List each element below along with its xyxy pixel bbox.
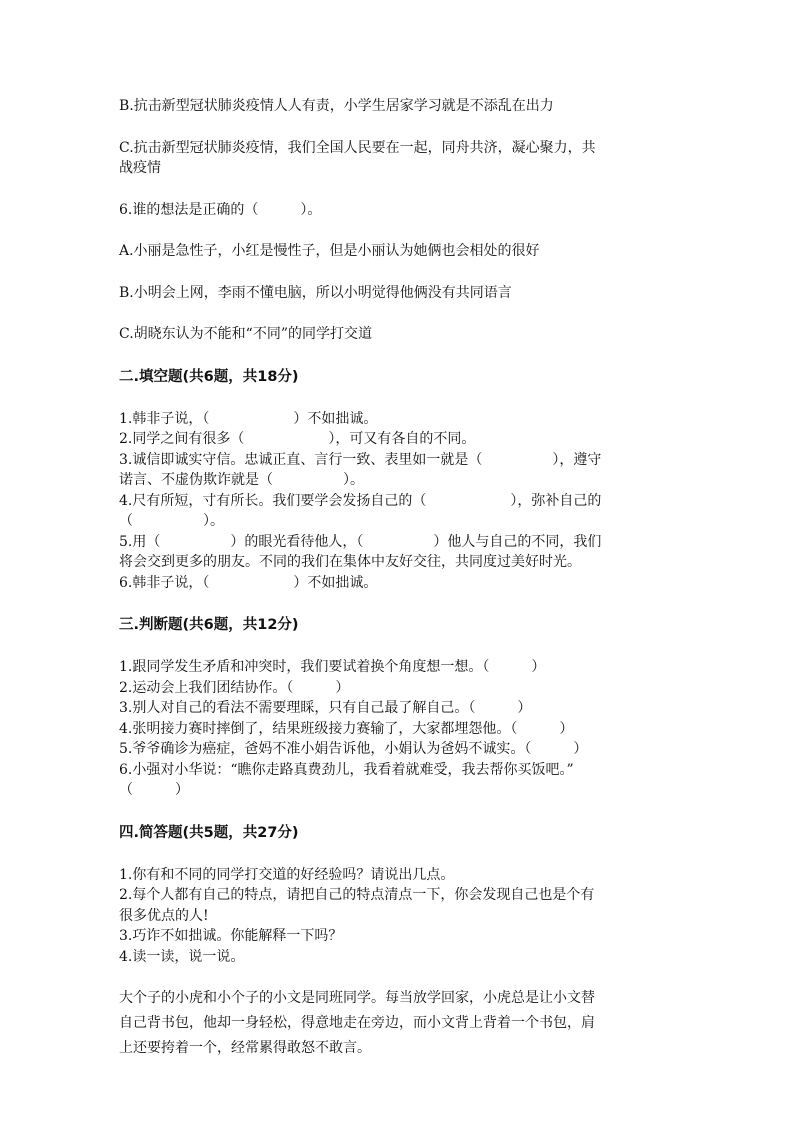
answer-line: 3.巧诈不如拙诚。你能解释一下吗？ <box>119 928 343 944</box>
section3-title: 三.判断题(共6题，共12分) <box>119 617 299 633</box>
worksheet-page <box>119 96 679 1061</box>
passage-line: 大个子的小虎和小个子的小文是同班同学。每当放学回家，小虎总是让小文替 <box>119 990 595 1006</box>
answer-line: 很多优点的人! <box>119 907 209 924</box>
section4-body <box>119 865 679 968</box>
fill-line: （ ）。 <box>119 513 224 529</box>
q6-option-b: B.小明会上网，李雨不懂电脑，所以小明觉得他俩没有共同语言 <box>119 284 512 301</box>
judge-line: 4.张明接力赛时摔倒了，结果班级接力赛输了，大家都埋怨他。（ ） <box>119 720 574 737</box>
fill-line: 1.韩非子说，（ ）不如拙诚。 <box>119 410 378 427</box>
passage-line: 上还要挎着一个，经常累得敢怒不敢言。 <box>119 1040 371 1056</box>
fill-line: 将会交到更多的朋友。不同的我们在集体中友好交往，共同度过美好时光。 <box>119 554 581 570</box>
section2-body <box>119 409 679 594</box>
fill-line: 5.用（ ）的眼光看待他人，（ ）他人与自己的不同，我们 <box>119 533 602 550</box>
answer-line: 4.读一读，说一说。 <box>119 948 245 965</box>
passage-line: 自己背书包，他却一身轻松，得意地走在旁边，而小文背上背着一个书包，肩 <box>119 1015 595 1031</box>
judge-line: 6.小强对小华说：“瞧你走路真费劲儿，我看着就难受，我去帮你买饭吧。” <box>119 761 574 778</box>
section2-title: 二.填空题(共6题，共18分) <box>119 368 299 385</box>
q6-option-c: C.胡晓东认为不能和“不同”的同学打交道 <box>119 326 372 342</box>
q5-option-c: C.抗击新型冠状肺炎疫情，我们全国人民要在一起，同舟共济，凝心聚力，共 <box>119 139 596 156</box>
q5-option-b: B.抗击新型冠状肺炎疫情人人有责，小学生居家学习就是不添乱在出力 <box>119 98 554 114</box>
answer-line: 2.每个人都有自己的特点，请把自己的特点清点一下，你会发现自己也是个有 <box>119 887 595 903</box>
fill-line: 3.诚信即诚实守信。忠诚正直、言行一致、表里如一就是（ ），遵守 <box>119 451 602 468</box>
judge-line: 3.别人对自己的看法不需要理睬，只有自己最了解自己。（ ） <box>119 700 532 716</box>
judge-line: 1.跟同学发生矛盾和冲突时，我们要试着换个角度想一想。（ ） <box>119 659 546 675</box>
q5-option-c-cont: 战疫情 <box>119 160 161 176</box>
section4-title: 四.简答题(共5题，共27分) <box>119 824 299 841</box>
fill-line: 6.韩非子说，（ ）不如拙诚。 <box>119 574 378 591</box>
fill-line: 2.同学之间有很多（ ），可又有各自的不同。 <box>119 431 476 447</box>
answer-line: 1.你有和不同的同学打交道的好经验吗？请说出几点。 <box>119 866 455 883</box>
judge-line: 5.爷爷确诊为癌症，爸妈不准小娟告诉他，小娟认为爸妈不诚实。（ ） <box>119 741 588 757</box>
fill-line: 4.尺有所短，寸有所长。我们要学会发扬自己的（ ），弥补自己的 <box>119 492 602 509</box>
reading-passage <box>119 986 679 1061</box>
judge-line: 2.运动会上我们团结协作。（ ） <box>119 679 350 696</box>
section3-body <box>119 657 679 801</box>
judge-line: （ ） <box>119 782 189 798</box>
q6-stem: 6.谁的想法是正确的（ ）。 <box>119 201 322 218</box>
fill-line: 诺言、不虚伪欺诈就是（ ）。 <box>119 472 364 488</box>
q6-option-a: A.小丽是急性子，小红是慢性子，但是小丽认为她俩也会相处的很好 <box>119 243 540 259</box>
